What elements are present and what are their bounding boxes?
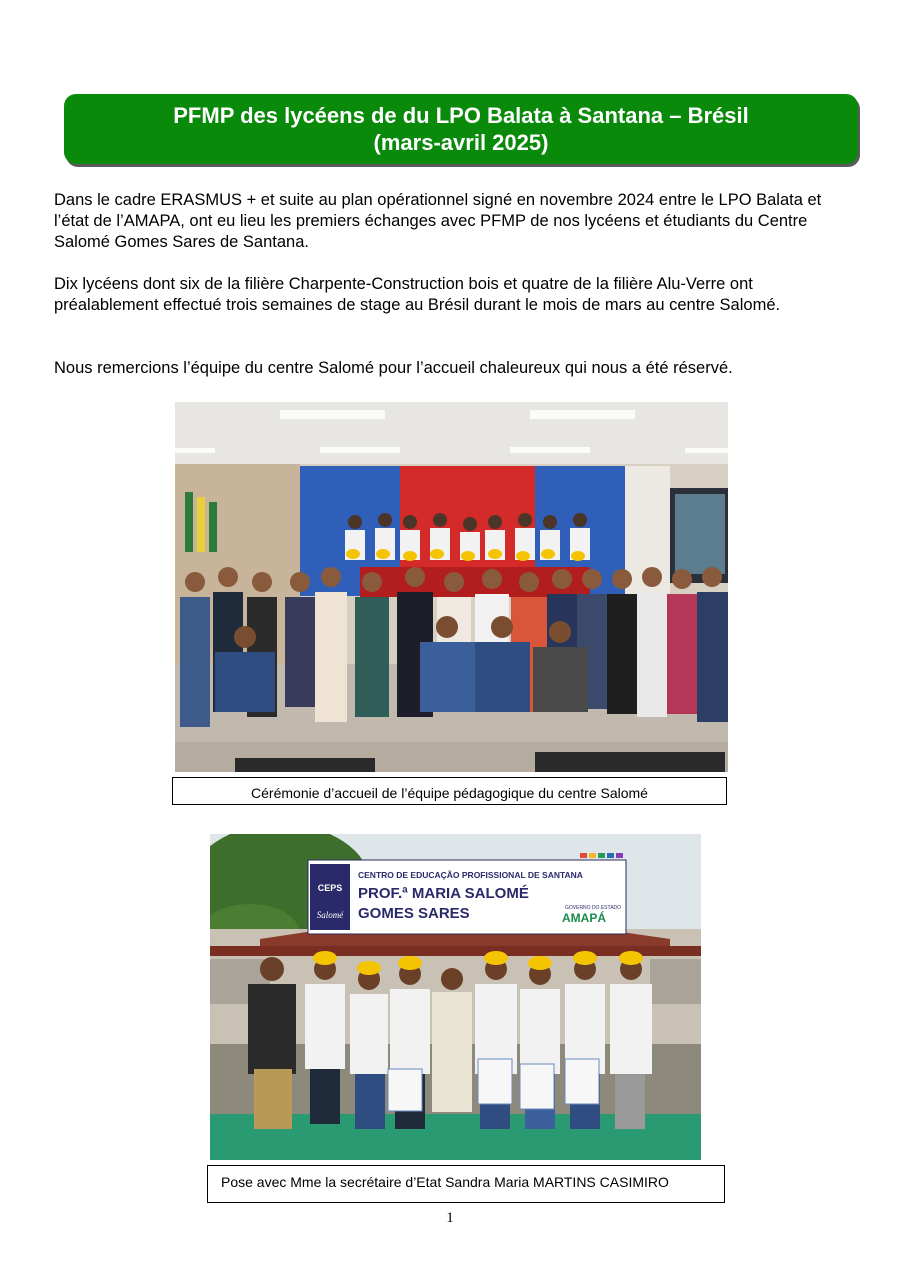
page-subtitle: (mars-avril 2025) xyxy=(373,130,549,155)
sign-line-2: PROF.ª MARIA SALOMÉ xyxy=(358,885,529,902)
page-number: 1 xyxy=(446,1210,454,1226)
students-paragraph: Dix lycéens dont six de la filière Charpente-Construction bois et quatre de la filière Alu-Verre ont préalablement effectué trois semaines de stage au Brésil durant le mois de mars au centre Salomé. xyxy=(54,275,781,314)
group-photo xyxy=(210,834,701,1160)
intro-paragraph: Dans le cadre ERASMUS + et suite au plan opérationnel signé en novembre 2024 entre le LPO Balata et l’état de l’AMAPA, ont eu lieu les premiers échanges avec PFMP de nos lycéens et étudiants du Centre Salomé Gomes Sares de Santana. xyxy=(54,191,822,251)
sign-gov-text: GOVERNO DO ESTADO xyxy=(565,905,622,911)
sign-gov-name: AMAPÁ xyxy=(562,911,606,925)
sign-logo-bottom: Salomé xyxy=(316,910,344,920)
page-title: PFMP des lycéens de du LPO Balata à Santana – Brésil xyxy=(173,103,749,128)
sign-logo-top: CEPS xyxy=(317,883,343,893)
ceremony-photo xyxy=(175,402,728,772)
thanks-paragraph: Nous remercions l’équipe du centre Salomé pour l’accueil chaleureux qui nous a été réservé. xyxy=(54,359,733,377)
group-photo-caption: Pose avec Mme la secrétaire d’Etat Sandra Maria MARTINS CASIMIRO xyxy=(207,1165,725,1203)
sign-line-1: CENTRO DE EDUCAÇÃO PROFISSIONAL DE SANTANA xyxy=(358,870,583,880)
ceremony-photo-caption: Cérémonie d’accueil de l’équipe pédagogique du centre Salomé xyxy=(172,777,727,805)
group-photo-illustration xyxy=(210,834,701,1160)
sign-line-3: GOMES SARES xyxy=(358,905,470,922)
ceremony-photo-illustration xyxy=(175,402,728,772)
title-banner xyxy=(64,94,858,164)
